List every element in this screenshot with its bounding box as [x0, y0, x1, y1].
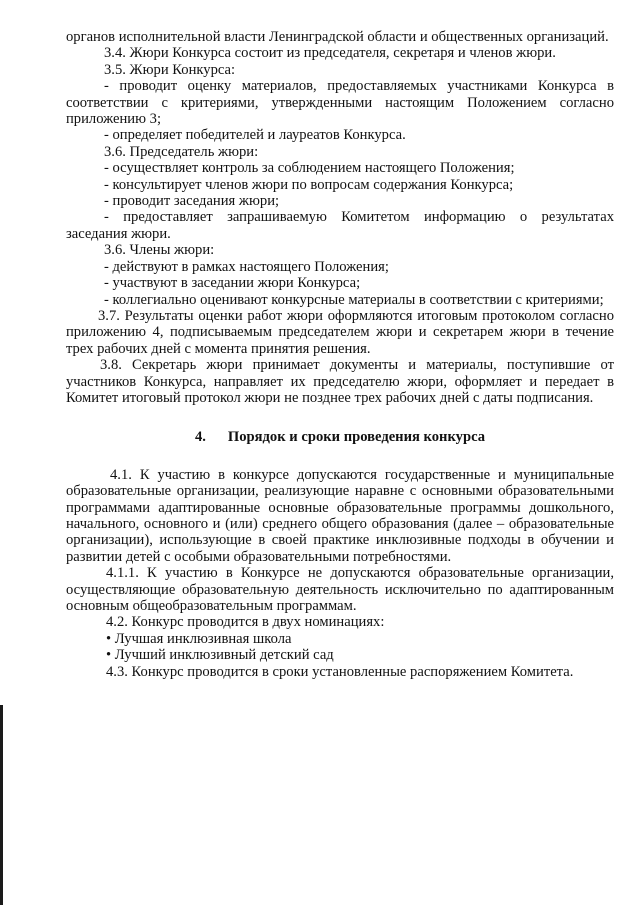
paragraph: - действуют в рамках настоящего Положения; — [104, 258, 389, 275]
paragraph: 3.8. Секретарь жюри принимает документы и материалы, поступившие от участников Конкурса, направляет их председателю жюри, оформляет и передает в Комитет итоговый протокол жюри не позднее трех рабочих дней с даты подписания. — [66, 357, 614, 406]
paragraph: 4.3. Конкурс проводится в сроки установленные распоряжением Комитета. — [106, 663, 574, 680]
scan-edge-shadow — [0, 705, 3, 905]
paragraph: 3.7. Результаты оценки работ жюри оформляются итоговым протоколом согласно приложению 4, подписываемым председателем жюри и секретарем жюри в течение трех рабочих дней с момента принятия решения. — [66, 307, 614, 357]
paragraph: - осуществляет контроль за соблюдением настоящего Положения; — [104, 160, 515, 177]
paragraph: - консультирует членов жюри по вопросам содержания Конкурса; — [104, 176, 514, 193]
paragraph: 4.1. К участию в конкурсе допускаются государственные и муниципальные образовательные организации, реализующие наравне с основными образовательными программами адаптированные основные образовательные программы дошкольного, начального, основного и (или) среднего общего образования (далее – образовательные организации), использующие в своей практике инклюзивные подходы в обучении и развитии детей с особыми образовательными потребностями. — [66, 466, 614, 565]
paragraph: 4.1.1. К участию в Конкурсе не допускаются образовательные организации, осуществляющие образовательную деятельность исключительно по адаптированным основным общеобразовательным программам. — [66, 565, 614, 614]
paragraph: - проводит оценку материалов, предоставляемых участниками Конкурса в соответствии с критериями, утвержденными настоящим Положением согласно приложению 3; — [66, 78, 614, 128]
nomination-list-item: • Лучшая инклюзивная школа — [106, 630, 292, 647]
paragraph: 3.5. Жюри Конкурса: — [104, 61, 236, 78]
paragraph: - коллегиально оценивают конкурсные материалы в соответствии с критериями; — [104, 291, 604, 308]
paragraph: органов исполнительной власти Ленинградской области и общественных организаций. — [66, 29, 609, 45]
paragraph: 3.6. Председатель жюри: — [104, 143, 259, 160]
document-text — [66, 29, 614, 680]
paragraph: - предоставляет запрашиваемую Комитетом информацию о результатах заседания жюри. — [66, 209, 614, 242]
paragraph: 3.4. Жюри Конкурса состоит из председателя, секретаря и членов жюри. — [104, 45, 556, 62]
paragraph: - участвуют в заседании жюри Конкурса; — [104, 275, 361, 292]
paragraph: 4.2. Конкурс проводится в двух номинациях: — [106, 614, 385, 631]
jury-section — [66, 29, 614, 406]
procedure-section — [66, 467, 614, 680]
paragraph: - проводит заседания жюри; — [104, 193, 280, 210]
section-heading — [66, 406, 614, 466]
paragraph: - определяет победителей и лауреатов Конкурса. — [104, 127, 406, 144]
paragraph: 3.6. Члены жюри: — [104, 242, 215, 259]
nomination-list-item: • Лучший инклюзивный детский сад — [106, 647, 334, 664]
section-title: Порядок и сроки проведения конкурса — [227, 429, 486, 446]
section-number: 4. — [194, 429, 206, 446]
